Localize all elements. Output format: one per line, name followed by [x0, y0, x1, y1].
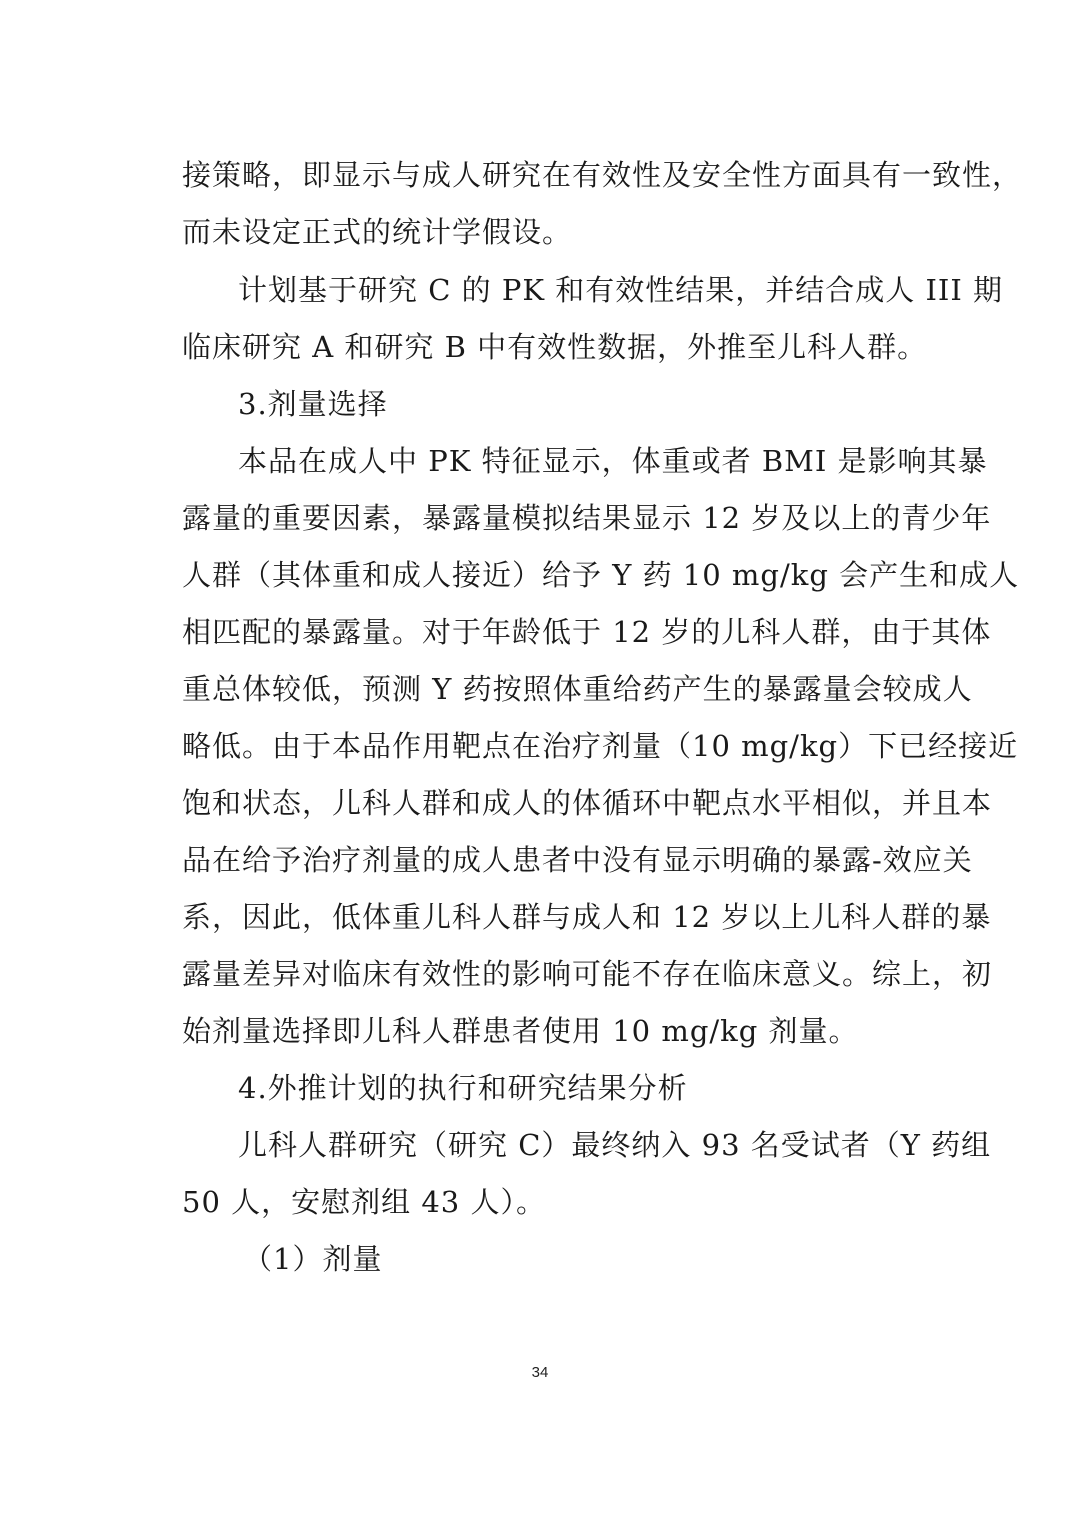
paragraph-line: 饱和状态，儿科人群和成人的体循环中靶点水平相似，并且本 — [182, 786, 993, 820]
section-heading: 3.剂量选择 — [238, 387, 388, 421]
paragraph-line: 临床研究 A 和研究 B 中有效性数据，外推至儿科人群。 — [182, 330, 928, 364]
paragraph-line: 计划基于研究 C 的 PK 和有效性结果，并结合成人 III 期 — [238, 273, 1004, 307]
paragraph-line: 露量的重要因素，暴露量模拟结果显示 12 岁及以上的青少年 — [182, 501, 992, 535]
paragraph-line: 品在给予治疗剂量的成人患者中没有显示明确的暴露-效应关 — [182, 843, 973, 877]
paragraph-line: 始剂量选择即儿科人群患者使用 10 mg/kg 剂量。 — [182, 1014, 859, 1048]
section-heading: 4.外推计划的执行和研究结果分析 — [238, 1071, 688, 1105]
paragraph-line: 露量差异对临床有效性的影响可能不存在临床意义。综上，初 — [182, 957, 993, 991]
paragraph-line: 50 人，安慰剂组 43 人）。 — [182, 1185, 546, 1219]
paragraph-line: 人群（其体重和成人接近）给予 Y 药 10 mg/kg 会产生和成人 — [182, 558, 1020, 592]
paragraph-line: 相匹配的暴露量。对于年龄低于 12 岁的儿科人群，由于其体 — [182, 615, 992, 649]
paragraph-line: 系，因此，低体重儿科人群与成人和 12 岁以上儿科人群的暴 — [182, 900, 992, 934]
paragraph-line: 略低。由于本品作用靶点在治疗剂量（10 mg/kg）下已经接近 — [182, 729, 1019, 763]
paragraph-line: 本品在成人中 PK 特征显示，体重或者 BMI 是影响其暴 — [238, 444, 988, 478]
paragraph-line: 儿科人群研究（研究 C）最终纳入 93 名受试者（Y 药组 — [238, 1128, 992, 1162]
paragraph-line: 而未设定正式的统计学假设。 — [182, 215, 573, 249]
subsection-heading: （1）剂量 — [243, 1242, 383, 1276]
page-number: 34 — [531, 1364, 549, 1381]
paragraph-line: 接策略，即显示与成人研究在有效性及安全性方面具有一致性， — [182, 158, 1023, 192]
paragraph-line: 重总体较低，预测 Y 药按照体重给药产生的暴露量会较成人 — [182, 672, 973, 706]
